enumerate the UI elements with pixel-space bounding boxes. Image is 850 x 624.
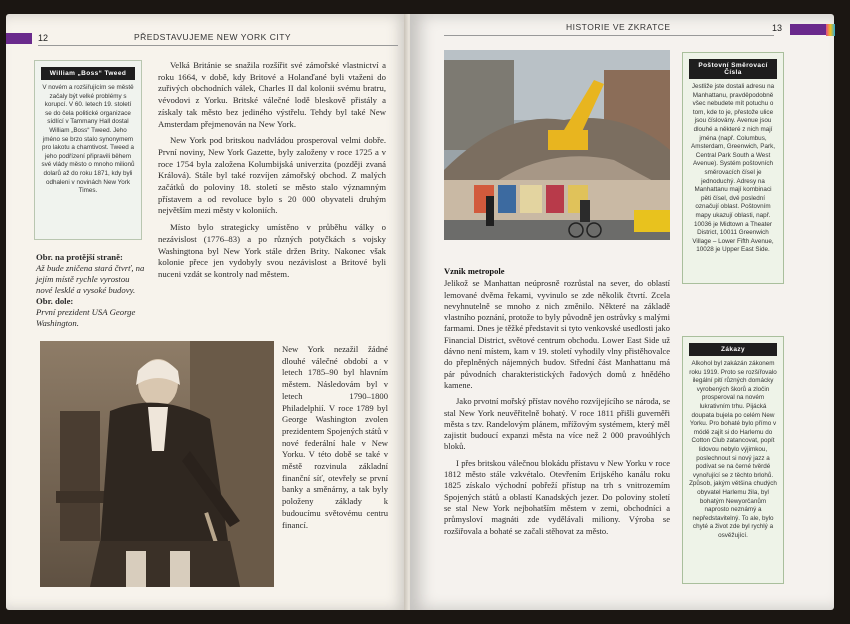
right-body-text (444, 266, 670, 542)
prohibition-sidebar-title: Zákazy (689, 343, 777, 356)
demolition-photo (444, 50, 670, 240)
page-number-left: 12 (38, 33, 49, 43)
cross-ref-below-heading: Obr. dole: (36, 296, 74, 306)
section-heading: Vznik metropole (444, 266, 505, 276)
left-paragraph-1: Velká Británie se snažila rozšířit své zámořské vlastnictví a roku 1664, v době, kdy Britové a Holanďané byli vtaženi do zuřivých obchodních válek, Charles II dal kolonii svému bratru, vévodovi z Yorku. Britské válečné lodě bleskově přistály a získaly tak město bez jediného výstřelu. Tehdy byl také New Amsterdam přejmenován na New York. (158, 60, 386, 129)
header-rule-left (38, 45, 398, 46)
left-page (6, 14, 408, 610)
left-paragraph-3: Místo bylo strategicky umístěno v průběhu války o nezávislost (1776–83) a po různých potyčkách s vojsky Washingtona byl New York stále držen Brity. Nakonec však kolonie přece jen vydobyly svou nezávislost a Britové byli nuceni vzdát se kontroly nad městem. (158, 222, 386, 279)
right-paragraph-1: Jelikož se Manhattan neúprosně rozrůstal na sever, do oblastí lemované dvěma řekami, vyvinulo se zde několik čtvrtí. Zcela nevyhnutelně se mnoho z nich změnilo. Některé na základě vlastního poznání, protože to byly původně jen ostrůvky s malými farmami. Dnes je těžké představit si tyto venkovské usedlosti jako Financial District, světové centrum obchodu. Lower East Side už dávno není místem, kam v 19. století vyhodily vlny přistěhovalce do přeplněných nájemných budov. Střední část Manhattanu má pár původních charakteristických řadových domů z hnědého kamene. (444, 278, 670, 390)
sidebar-text: V novém a rozšiřujícím se městě začaly být velké problémy s korupcí. V 60. letech 19. století se do čela politické organizace sídlící v Tammany Hall dostal William „Boss“ Tweed. Jeho jméno se brzo stalo synonymem pro lakotu a chamtivost. Tweed a jeho podřízení připravili během své vlády město o mnoho milionů dolarů až do roku 1871, kdy byli odhaleni v novinách New York Times. (41, 84, 135, 195)
cross-ref-below-text: První prezident USA George Washington. (36, 307, 136, 328)
sidebar-boss-tweed (34, 60, 142, 240)
left-body-text-2 (282, 344, 388, 536)
left-paragraph-2: New York pod britskou nadvládou prosperoval velmi dobře. První noviny, New York Gazette, byly založeny v roce 1725 a v roce 1754 byla založena Kolumbijská univerzita (později zvaná Králová). Stále byl také rozvíjen zámořský obchod. Z malých začátků do poloviny 18. století se město stalo významným přístavem a od revoluce bylo s 20 000 obyvateli druhým největším mezi městy v koloniích. (158, 135, 386, 216)
prohibition-sidebar-text: Alkohol byl zakázán zákonem roku 1919. Proto se rozšířovalo ilegální pití různých domácky vyrobených škorů a zločin prosperoval na novém lukrativním trhu. Pijácká doupata bujela po celém New Yorku. Pro bohaté bylo přímo v módě zajít si do Harlemu do Cotton Club zatancovat, popít lidovou nebylo výjimkou, poslechnout si nový jazz a podívat se na černé tvěrdé vynořující se z těchto brlohů. Způsob, jakým většina chudých obyvatel Harlemu žila, byl bohatým Newyorčanům naprosto neznámý a nepředstavitelný. To ale, bylo chyté a život zde byl rychlý a osvěžující. (689, 360, 777, 539)
sidebar-title: William „Boss“ Tweed (41, 67, 135, 80)
postal-sidebar-text: Jestliže jste dostali adresu na Manhattanu, pravděpodobně všec nebudete mít potuchu o tom, kde to je, přestože ulice jsou číslovány. Avenue jsou dlouhé a některé z nich mají jména (např. Columbus, Amsterdam, Greenwich, Park, Central Park South a West Avenue). Systém poštovních směrovacích čísel je jednoduchý. Adresy na Manhattanu mají kombinaci pěti čísel, dvě poslední označují oblast. Poštovním mapy ukazují oblasti, např. 10036 je Midtown a Theater District, 10011 Greenwich Village – Lower Fifth Avenue, 10028 je Upper East Side. (691, 83, 775, 254)
cross-ref-text: Až bude zničena stará čtvrť, na jejím místě rychle vyrostou nové lesklé a vysoké budovy. (36, 263, 145, 295)
left-body-text (158, 60, 386, 286)
right-paragraph-2: Jako prvotní mořský přístav nového rozvíjejícího se národa, se stal New York neuvěřitelně bohatý. V roce 1811 přišli guverněři města s tzv. Randelovým plánem, mřížovým systémem, který měl zajistit budoucí expanzi města na více než 2 000 pravoúhlých bloků. (444, 396, 670, 452)
cross-ref-heading: Obr. na protější straně: (36, 252, 123, 262)
photo-illustration (444, 50, 670, 240)
running-head-left: PŘEDSTAVUJEME NEW YORK CITY (134, 32, 292, 42)
portrait-illustration (40, 341, 274, 587)
george-washington-portrait (40, 341, 274, 587)
chapter-tab-right (790, 24, 826, 35)
sidebar-postal-codes (682, 52, 784, 284)
chapter-tab-left (6, 33, 32, 44)
sidebar-prohibition (682, 336, 784, 584)
right-paragraph-3: I přes britskou válečnou blokádu přístavu v New Yorku v roce 1812 město stále vzkvétalo. Otevřením Erijského kanálu roku 1825 získalo východní pobřeží přístup na trh s vnitrozemím Spojených států a oblastí Kanadských jezer. Do poloviny století se stal New York nejbohatším městem v zemi, obchodníci a průmysloví magnáti zde vydělávali miliony. Výroba se rozšiřovala a bohaté se začali stěhovat za město. (444, 457, 670, 536)
header-rule-right (444, 35, 774, 36)
left-paragraph-4: New York nezažil žádné dlouhé válečné období a v letech 1785–90 byl hlavním městem. Následovám byl v letech 1790–1800 Philadelphií. V roce 1789 byl George Washington zvolen prezidentem Spojených států v nové federální hale v New Yorku. V této době se také v městě rozvinula základní finanční síť, otevřely se první banky a směnárny, a tak byly položeny základy k budoucímu světovému centru financí. (282, 344, 388, 530)
page-number-right: 13 (772, 23, 783, 33)
postal-sidebar-title: Poštovní Směrovací Čísla (689, 59, 777, 79)
right-page (410, 14, 834, 610)
color-edge-marker (826, 24, 835, 36)
running-head-right: HISTORIE VE ZKRATCE (566, 22, 671, 32)
cross-reference (36, 252, 146, 329)
